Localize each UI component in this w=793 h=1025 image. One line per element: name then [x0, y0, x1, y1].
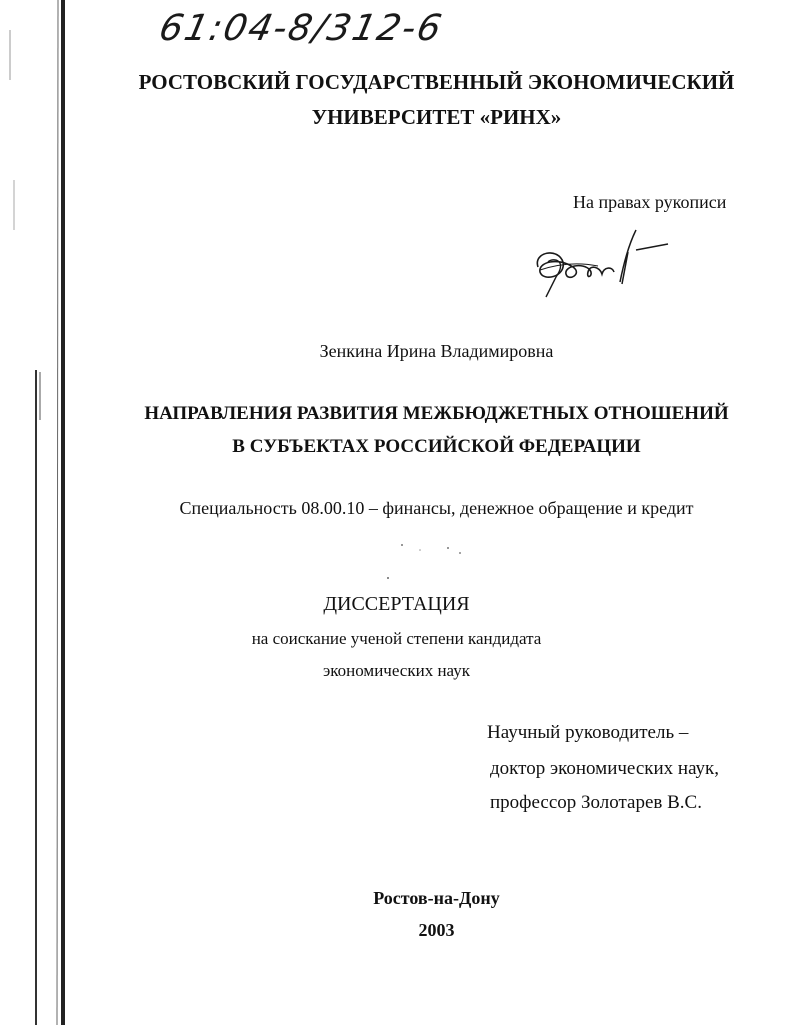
- handwritten-catalog-number: 61:04-8/312-6: [155, 8, 447, 49]
- supervisor-degree: доктор экономических наук,: [490, 758, 720, 779]
- year: 2003: [418, 920, 455, 940]
- dissertation-title-line-1: НАПРАВЛЕНИЯ РАЗВИТИЯ МЕЖБЮДЖЕТНЫХ ОТНОШЕНИЙ: [144, 403, 729, 424]
- supervisor-label: Научный руководитель –: [487, 722, 689, 743]
- author-signature: [528, 222, 678, 312]
- document-type-heading: ДИССЕРТАЦИЯ: [323, 593, 470, 615]
- university-name-line-1: РОСТОВСКИЙ ГОСУДАРСТВЕННЫЙ ЭКОНОМИЧЕСКИЙ: [138, 70, 735, 94]
- manuscript-rights-note: На правах рукописи: [573, 192, 727, 212]
- specialty-line: Специальность 08.00.10 – финансы, денежное обращение и кредит: [179, 498, 694, 518]
- degree-line-1: на соискание ученой степени кандидата: [251, 629, 542, 648]
- city: Ростов-на-Дону: [373, 888, 500, 908]
- university-name-line-2: УНИВЕРСИТЕТ «РИНХ»: [311, 105, 562, 129]
- degree-line-2: экономических наук: [322, 661, 471, 680]
- author-name: Зенкина Ирина Владимировна: [319, 341, 554, 361]
- dissertation-title-line-2: В СУБЪЕКТАХ РОССИЙСКОЙ ФЕДЕРАЦИИ: [232, 436, 641, 457]
- supervisor-name: профессор Золотарев В.С.: [490, 792, 702, 813]
